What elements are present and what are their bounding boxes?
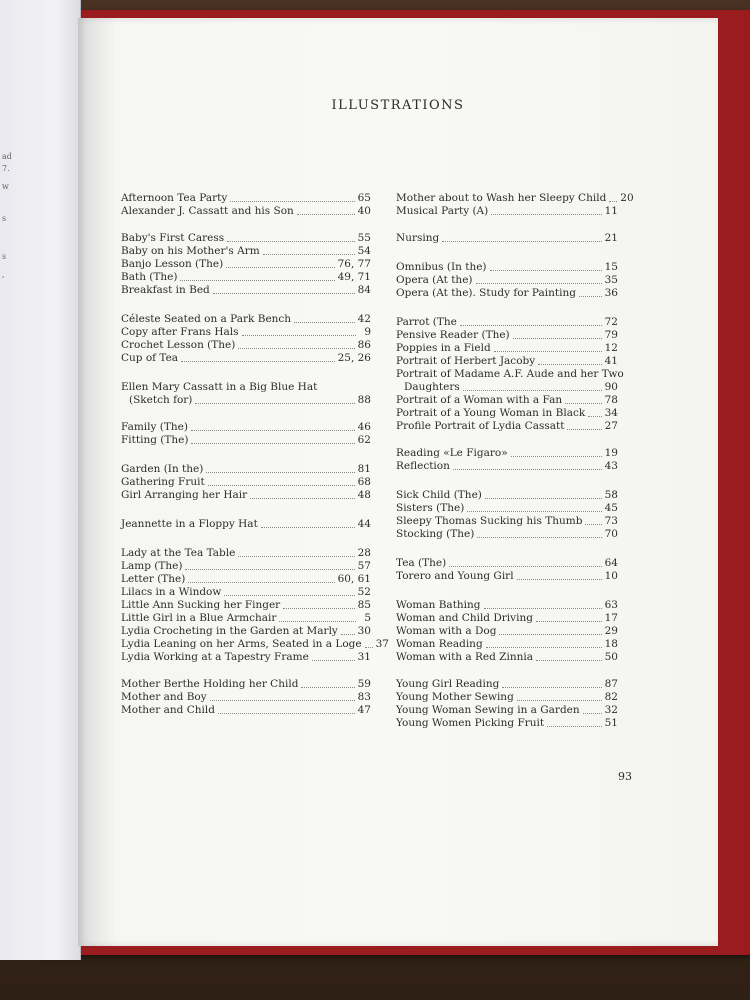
entry-title: Opera (At the): [396, 274, 473, 286]
left-page-fragment: 7.: [2, 164, 10, 173]
dot-leader: [565, 403, 602, 404]
entry-title: Parrot (The: [396, 316, 457, 328]
index-entry: [121, 434, 371, 447]
index-entry: [396, 287, 618, 300]
entry-page-number: 79: [604, 329, 618, 341]
dot-leader: [224, 595, 354, 596]
index-entry: [396, 691, 618, 704]
entry-title: Omnibus (In the): [396, 261, 487, 273]
entry-title: Poppies in a Field: [396, 342, 491, 354]
entry-title: Woman and Child Driving: [396, 612, 533, 624]
dot-leader: [208, 485, 355, 486]
entry-title: Mother and Child: [121, 704, 215, 716]
index-entry: [121, 612, 371, 625]
dot-leader: [218, 713, 355, 714]
entry-page-number: 65: [357, 192, 371, 204]
entry-group: [396, 678, 618, 730]
dot-leader: [609, 201, 617, 202]
index-entry: [121, 258, 371, 271]
index-entry: [396, 192, 634, 205]
index-column-right: [396, 178, 634, 730]
index-entry: [396, 232, 618, 245]
entry-page-number: 29: [604, 625, 618, 637]
index-entry: [396, 316, 618, 329]
entry-title: Mother Berthe Holding her Child: [121, 678, 299, 690]
dot-leader: [191, 430, 355, 431]
entry-title: Baby on his Mother's Arm: [121, 245, 260, 257]
index-entry: [121, 691, 371, 704]
index-entry: [121, 463, 371, 476]
dot-leader: [484, 608, 602, 609]
dot-leader: [538, 364, 601, 365]
entry-page-number: 82: [604, 691, 618, 703]
entry-title: Breakfast in Bed: [121, 284, 210, 296]
entry-page-number: 64: [604, 557, 618, 569]
index-entry: [121, 381, 371, 394]
dot-leader: [460, 325, 602, 326]
entry-title: Young Girl Reading: [396, 678, 500, 690]
entry-title: Torero and Young Girl: [396, 570, 514, 582]
entry-subtitle: (Sketch for): [129, 394, 193, 406]
left-page-fragment: ,: [2, 270, 5, 279]
entry-page-number: 37: [375, 638, 389, 650]
index-entry: [121, 352, 371, 365]
entry-title: Woman Reading: [396, 638, 483, 650]
entry-title: Céleste Seated on a Park Bench: [121, 313, 292, 325]
index-entry: [121, 421, 371, 434]
entry-title: Profile Portrait of Lydia Cassatt: [396, 420, 565, 432]
dot-leader: [453, 469, 602, 470]
index-entry: [121, 489, 371, 502]
index-entry: [121, 339, 371, 352]
dot-leader: [191, 443, 354, 444]
dot-leader: [513, 338, 602, 339]
index-entry: [396, 447, 618, 460]
entry-title: Portrait of Herbert Jacoby: [396, 355, 536, 367]
index-entry: [121, 560, 371, 573]
index-entry: [396, 599, 618, 612]
entry-title: Sleepy Thomas Sucking his Thumb: [396, 515, 583, 527]
entry-page-number: 40: [357, 205, 371, 217]
dot-leader: [261, 527, 355, 528]
entry-title: Ellen Mary Cassatt in a Big Blue Hat: [121, 381, 318, 393]
index-entry: [396, 261, 618, 274]
entry-page-number: 21: [604, 232, 618, 244]
index-entry: [121, 245, 371, 258]
entry-page-number: 41: [604, 355, 618, 367]
entry-page-number: 52: [357, 586, 371, 598]
dot-leader: [490, 270, 602, 271]
index-entry: [396, 651, 618, 664]
index-entry: [121, 586, 371, 599]
index-entry: [396, 394, 618, 407]
dot-leader: [517, 579, 602, 580]
dot-leader: [491, 214, 601, 215]
entry-page-number: 45: [604, 502, 618, 514]
entry-page-number: 55: [357, 232, 371, 244]
dot-leader: [185, 569, 354, 570]
entry-title: Young Mother Sewing: [396, 691, 514, 703]
dot-leader: [585, 524, 601, 525]
entry-page-number: 73: [604, 515, 618, 527]
entry-page-number: 47: [357, 704, 371, 716]
entry-title: Nursing: [396, 232, 440, 244]
index-entry: [396, 329, 618, 342]
dot-leader: [477, 537, 601, 538]
entry-page-number: 43: [604, 460, 618, 472]
entry-page-number: 42: [357, 313, 371, 325]
entry-page-number: 70: [604, 528, 618, 540]
index-entry: [121, 678, 371, 691]
dot-leader: [476, 283, 602, 284]
entry-page-number: 25, 26: [337, 352, 371, 364]
index-entry: [121, 192, 371, 205]
entry-title: Crochet Lesson (The): [121, 339, 236, 351]
entry-title: Sisters (The): [396, 502, 465, 514]
entry-title: Girl Arranging her Hair: [121, 489, 248, 501]
entry-page-number: 57: [357, 560, 371, 572]
dot-leader: [283, 608, 354, 609]
dot-leader: [517, 700, 602, 701]
entry-subtitle: Daughters: [404, 381, 460, 393]
entry-page-number: 19: [604, 447, 618, 459]
dot-leader: [180, 280, 334, 281]
index-entry-continuation: [121, 394, 371, 407]
dot-leader: [365, 647, 373, 648]
entry-page-number: 58: [604, 489, 618, 501]
index-entry: [121, 651, 371, 664]
entry-page-number: 59: [357, 678, 371, 690]
dot-leader: [279, 621, 356, 622]
dot-leader: [227, 241, 354, 242]
index-entry: [396, 420, 618, 433]
dot-leader: [499, 634, 601, 635]
page-heading: ILLUSTRATIONS: [331, 98, 465, 113]
dot-leader: [494, 351, 602, 352]
entry-title: Cup of Tea: [121, 352, 179, 364]
entry-title: Portrait of Madame A.F. Aude and her Two: [396, 368, 624, 380]
dot-leader: [188, 582, 334, 583]
index-entry: [121, 271, 371, 284]
dot-leader: [341, 634, 355, 635]
entry-page-number: 85: [357, 599, 371, 611]
index-entry: [396, 638, 618, 651]
entry-title: Lilacs in a Window: [121, 586, 222, 598]
index-entry: [121, 573, 371, 586]
entry-group: [121, 547, 389, 664]
entry-title: Little Ann Sucking her Finger: [121, 599, 281, 611]
entry-title: Little Girl in a Blue Armchair: [121, 612, 277, 624]
entry-page-number: 12: [604, 342, 618, 354]
entry-page-number: 15: [604, 261, 618, 273]
dot-leader: [502, 687, 601, 688]
entry-group: [396, 447, 618, 473]
dot-leader: [449, 566, 601, 567]
index-entry: [396, 502, 618, 515]
entry-title: Afternoon Tea Party: [121, 192, 228, 204]
entry-page-number: 46: [357, 421, 371, 433]
index-entry: [121, 476, 371, 489]
entry-group: [121, 463, 371, 502]
entry-group: [396, 599, 618, 664]
dot-leader: [511, 456, 602, 457]
entry-page-number: 88: [357, 394, 371, 406]
entry-title: Portrait of a Young Woman in Black: [396, 407, 586, 419]
entry-page-number: 17: [604, 612, 618, 624]
entry-page-number: 72: [604, 316, 618, 328]
entry-title: Portrait of a Woman with a Fan: [396, 394, 563, 406]
entry-title: Lady at the Tea Table: [121, 547, 236, 559]
entry-page-number: 68: [357, 476, 371, 488]
entry-page-number: 83: [357, 691, 371, 703]
index-entry: [121, 326, 371, 339]
index-entry: [396, 205, 618, 218]
entry-page-number: 48: [357, 489, 371, 501]
dot-leader: [206, 472, 354, 473]
entry-page-number: 50: [604, 651, 618, 663]
entry-title: Woman Bathing: [396, 599, 481, 611]
entry-page-number: 9: [364, 326, 371, 338]
entry-title: Mother about to Wash her Sleepy Child: [396, 192, 607, 204]
dot-leader: [238, 348, 354, 349]
entry-title: Stocking (The): [396, 528, 475, 540]
entry-page-number: 27: [604, 420, 618, 432]
index-entry: [396, 368, 624, 381]
entry-title: Lydia Crocheting in the Garden at Marly: [121, 625, 338, 637]
dot-leader: [312, 660, 355, 661]
index-entry-continuation: [396, 381, 618, 394]
entry-page-number: 90: [604, 381, 618, 393]
entry-page-number: 60, 61: [337, 573, 371, 585]
entry-group: [396, 489, 618, 541]
entry-page-number: 32: [604, 704, 618, 716]
entry-page-number: 49, 71: [337, 271, 371, 283]
dot-leader: [463, 390, 602, 391]
left-page-fragment: s: [2, 252, 7, 261]
entry-page-number: 84: [357, 284, 371, 296]
entry-title: Family (The): [121, 421, 188, 433]
dot-leader: [467, 511, 601, 512]
left-page-fragment: ad: [2, 152, 12, 161]
index-entry: [121, 232, 371, 245]
entry-page-number: 86: [357, 339, 371, 351]
entry-page-number: 11: [604, 205, 618, 217]
entry-page-number: 31: [357, 651, 371, 663]
entry-page-number: 62: [357, 434, 371, 446]
index-entry: [396, 678, 618, 691]
entry-title: Gathering Fruit: [121, 476, 205, 488]
entry-group: [396, 192, 634, 218]
dot-leader: [485, 498, 602, 499]
entry-group: [396, 557, 618, 583]
entry-title: Young Woman Sewing in a Garden: [396, 704, 580, 716]
entry-title: Tea (The): [396, 557, 447, 569]
dot-leader: [242, 335, 357, 336]
entry-title: Reflection: [396, 460, 450, 472]
dot-leader: [567, 429, 601, 430]
entry-title: Letter (The): [121, 573, 186, 585]
index-entry: [396, 274, 618, 287]
entry-title: Garden (In the): [121, 463, 204, 475]
entry-page-number: 34: [604, 407, 618, 419]
index-entry: [396, 612, 618, 625]
entry-title: Copy after Frans Hals: [121, 326, 239, 338]
entry-page-number: 87: [604, 678, 618, 690]
dot-leader: [230, 201, 354, 202]
index-entry: [396, 515, 618, 528]
index-entry: [396, 407, 618, 420]
entry-title: Lydia Working at a Tapestry Frame: [121, 651, 309, 663]
index-entry: [396, 570, 618, 583]
page-number: 93: [618, 770, 632, 783]
dot-leader: [294, 322, 355, 323]
dot-leader: [301, 687, 354, 688]
entry-page-number: 36: [604, 287, 618, 299]
entry-title: Woman with a Red Zinnia: [396, 651, 533, 663]
entry-page-number: 28: [357, 547, 371, 559]
entry-title: Mother and Boy: [121, 691, 207, 703]
entry-page-number: 54: [357, 245, 371, 257]
index-entry: [121, 313, 371, 326]
entry-group: [121, 192, 371, 218]
index-entry: [121, 547, 371, 560]
entry-group: [396, 261, 618, 300]
dot-leader: [583, 713, 602, 714]
dot-leader: [442, 241, 601, 242]
index-entry: [396, 528, 618, 541]
index-entry: [121, 518, 371, 531]
index-column-left: [121, 178, 389, 717]
index-entry: [396, 704, 618, 717]
left-page-fragment: w: [2, 182, 9, 191]
entry-title: Musical Party (A): [396, 205, 489, 217]
entry-page-number: 20: [620, 192, 634, 204]
index-entry: [396, 355, 618, 368]
dot-leader: [588, 416, 601, 417]
entry-page-number: 81: [357, 463, 371, 475]
entry-title: Woman with a Dog: [396, 625, 497, 637]
entry-title: Alexander J. Cassatt and his Son: [121, 205, 294, 217]
dot-leader: [226, 267, 334, 268]
dot-leader: [297, 214, 355, 215]
entry-group: [121, 232, 371, 297]
dot-leader: [579, 296, 602, 297]
dot-leader: [536, 660, 602, 661]
entry-page-number: 30: [357, 625, 371, 637]
index-entry: [396, 489, 618, 502]
index-entry: [121, 704, 371, 717]
entry-group: [121, 421, 371, 447]
dot-leader: [263, 254, 355, 255]
index-entry: [121, 625, 371, 638]
entry-page-number: 78: [604, 394, 618, 406]
dot-leader: [486, 647, 602, 648]
dot-leader: [195, 403, 354, 404]
dot-leader: [250, 498, 354, 499]
entry-page-number: 10: [604, 570, 618, 582]
dot-leader: [210, 700, 355, 701]
index-entry: [121, 284, 371, 297]
entry-title: Reading «Le Figaro»: [396, 447, 508, 459]
left-page: [0, 0, 81, 960]
entry-title: Lydia Leaning on her Arms, Seated in a Loge: [121, 638, 362, 650]
entry-page-number: 63: [604, 599, 618, 611]
entry-title: Fitting (The): [121, 434, 189, 446]
entry-group: [121, 381, 371, 407]
dot-leader: [238, 556, 354, 557]
entry-title: Bath (The): [121, 271, 178, 283]
dot-leader: [536, 621, 602, 622]
entry-title: Opera (At the). Study for Painting: [396, 287, 576, 299]
entry-title: Baby's First Caress: [121, 232, 225, 244]
entry-title: Lamp (The): [121, 560, 183, 572]
entry-page-number: 76, 77: [337, 258, 371, 270]
index-entry: [121, 638, 389, 651]
index-entry: [396, 625, 618, 638]
index-entry: [396, 557, 618, 570]
entry-title: Banjo Lesson (The): [121, 258, 224, 270]
entry-page-number: 5: [364, 612, 371, 624]
entry-title: Young Women Picking Fruit: [396, 717, 545, 729]
dot-leader: [181, 361, 335, 362]
entry-title: Jeannette in a Floppy Hat: [121, 518, 258, 530]
index-entry: [396, 717, 618, 730]
index-entry: [121, 205, 371, 218]
index-entry: [396, 460, 618, 473]
left-page-fragment: s: [2, 214, 7, 223]
entry-group: [396, 316, 624, 433]
entry-page-number: 18: [604, 638, 618, 650]
entry-page-number: 44: [357, 518, 371, 530]
entry-page-number: 51: [604, 717, 618, 729]
entry-group: [121, 678, 371, 717]
index-entry: [396, 342, 618, 355]
index-page: [78, 18, 718, 946]
dot-leader: [213, 293, 355, 294]
dot-leader: [547, 726, 602, 727]
entry-title: Sick Child (The): [396, 489, 482, 501]
index-entry: [121, 599, 371, 612]
entry-page-number: 35: [604, 274, 618, 286]
entry-group: [121, 518, 371, 531]
entry-title: Pensive Reader (The): [396, 329, 510, 341]
entry-group: [396, 232, 618, 245]
entry-group: [121, 313, 371, 365]
